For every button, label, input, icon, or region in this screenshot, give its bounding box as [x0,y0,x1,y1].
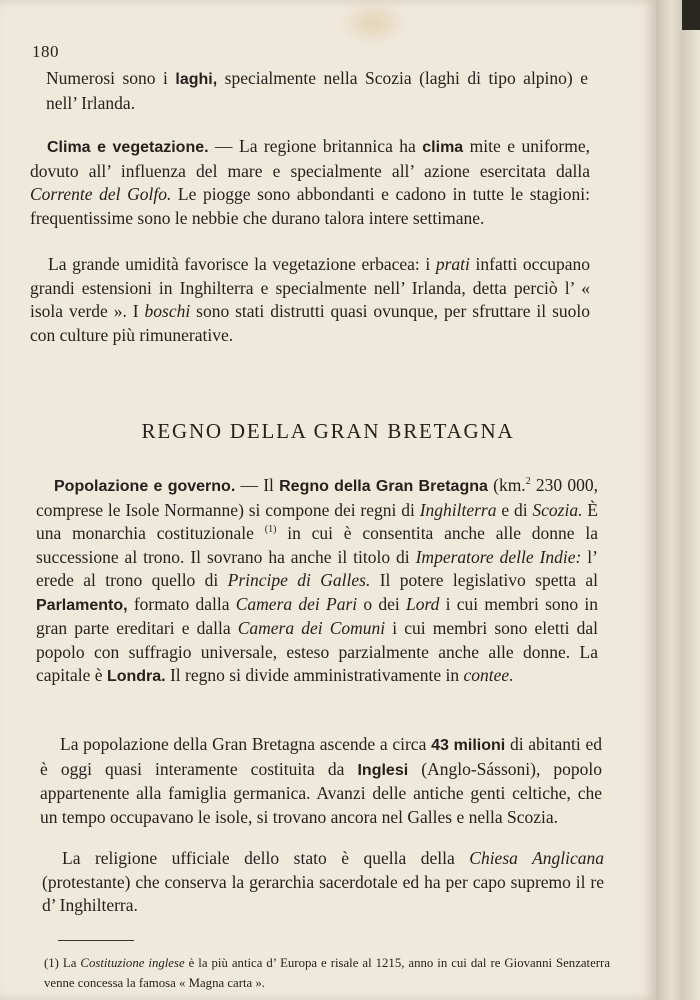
page-edge [656,0,700,1000]
paragraph-population-government: Popolazione e governo. — Il Regno della Gran Bretagna (km.$^2$ 230 000, comprese le Isole Normanne) si compone dei regni di Inghilterra e di Scozia. È una monarchia costituzionale $^{(1)}$ in cui è consentita anche alle donne la successione al trono. Il sovrano ha anche il titolo di Imperatore delle Indie: l’ erede al trono quello di Principe di Galles. Il potere legislativo spetta al Parlamento, formato dalla Camera dei Pari o dei Lord i cui membri sono in gran parte ereditari e dalla Camera dei Comuni i cui membri sono eletti dal popolo con suffragio universale, esteso parzialmente anche alle donne. La capitale è Londra. Il regno si divide amministrativamente in contee. [36,475,599,685]
paragraph-climate: Clima e vegetazione. — La regione britannica ha clima mite e uniforme, dovuto all’ influenza del mare e specialmente all’ azione esercitata dalla Corrente del Golfo. Le piogge sono abbondanti e cadono in tutte le stagioni: frequentissime sono le nebbie che durano talora intere settimane. [30,136,590,228]
footnote-divider [58,940,134,941]
paragraph-vegetation: La grande umidità favorisce la vegetazione erbacea: i prati infatti occupano grandi estensioni in Inghilterra e specialmente nell’ Irlanda, detta perciò l’ « isola verde ». I boschi sono stati distrutti quasi ovunque, per sfruttare il suolo con culture più rimunerative. [30,254,590,345]
page-number: 180 [32,42,59,61]
paragraph-population: La popolazione della Gran Bretagna ascende a circa 43 milioni di abitanti ed è oggi quasi interamente costituita da Inglesi (Anglo-Sássoni), popolo appartenente alla famiglia germanica. Avanzi delle antiche genti celtiche, che un tempo occupavano le isole, si trovano ancora nel Galles e nella Scozia. [40,734,603,827]
paragraph-lakes: Numerosi sono i laghi, specialmente nella Scozia (laghi di tipo alpino) e nell’ Irlanda. [46,68,588,113]
page-edge-shadow [682,0,700,30]
footnote: (1) La Costituzione inglese è la più antica d’ Europa e risale al 1215, anno in cui dal re Giovanni Senzaterra venne concessa la famosa « Magna carta ». [44,956,610,990]
section-heading: REGNO DELLA GRAN BRETAGNA [141,419,515,443]
page-stain [338,0,408,46]
paragraph-religion: La religione ufficiale dello stato è quella della Chiesa Anglicana (protestante) che conserva la gerarchia sacerdotale ed ha per capo supremo il re d’ Inghilterra. [42,848,604,915]
footnote-ref[interactable]: (1) [264,524,277,536]
